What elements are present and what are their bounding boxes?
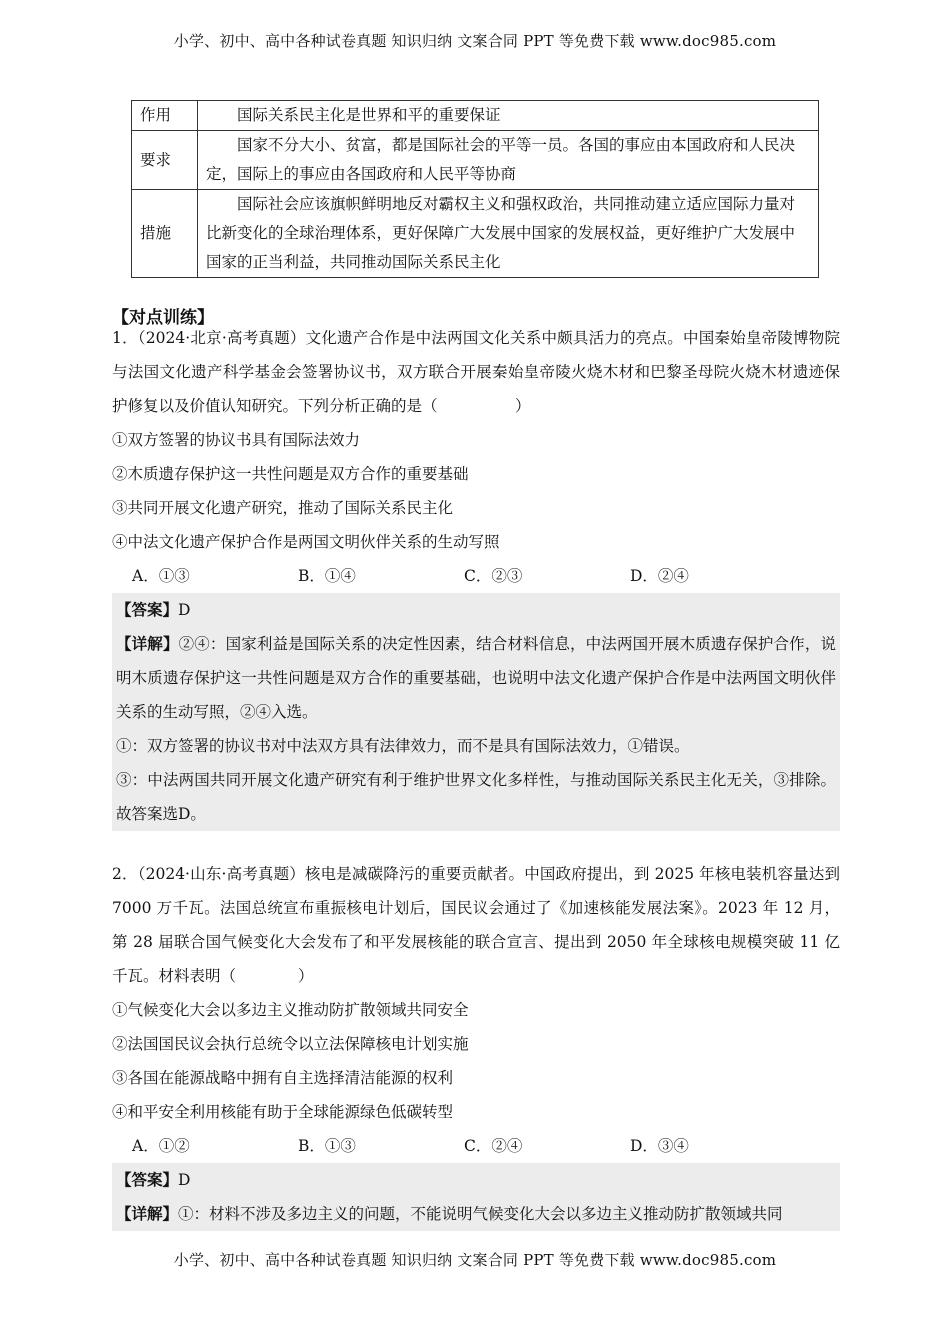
table-row <box>132 101 819 131</box>
detail-text: ①：双方签署的协议书对中法双方具有法律效力，而不是具有国际法效力，①错误。 <box>116 737 690 755</box>
statement-item: ②法国国民议会执行总统令以立法保障核电计划实施 <box>112 1035 469 1053</box>
answer-block <box>112 593 840 831</box>
footer-banner: 小学、初中、高中各种试卷真题 知识归纳 文案合同 PPT 等免费下载 www.doc985.com <box>173 1251 777 1269</box>
section-heading: 【对点训练】 <box>112 308 214 328</box>
detail-text: ①：材料不涉及多边主义的问题，不能说明气候变化大会以多边主义推动防扩散领域共同 <box>178 1205 783 1223</box>
option-d: D．③④ <box>630 1137 689 1155</box>
statement-item: ②木质遗存保护这一共性问题是双方合作的重要基础 <box>112 465 469 483</box>
answer-block <box>112 1163 840 1231</box>
answer-value: D <box>178 601 191 619</box>
detail-label: 【详解】 <box>116 1204 179 1223</box>
question-1 <box>112 321 840 831</box>
question-2 <box>112 857 840 1231</box>
statement-item: ④中法文化遗产保护合作是两国文明伙伴关系的生动写照 <box>112 533 500 551</box>
answer-label: 【答案】 <box>116 1170 179 1189</box>
answer-options <box>112 559 840 593</box>
statement-item: ③各国在能源战略中拥有自主选择清洁能源的权利 <box>112 1069 454 1087</box>
summary-table <box>131 100 819 278</box>
option-c: C．②③ <box>464 567 523 585</box>
table-text: 国际关系民主化是世界和平的重要保证 <box>198 101 819 131</box>
statement-item: ③共同开展文化遗产研究，推动了国际关系民主化 <box>112 499 454 517</box>
answer-value: D <box>178 1171 191 1189</box>
detail-label: 【详解】 <box>116 634 179 653</box>
option-b: B．①④ <box>298 567 356 585</box>
detail-text: ②④：国家利益是国际关系的决定性因素，结合材料信息，中法两国开展木质遗存保护合作，说明木质遗存保护这一共性问题是双方合作的重要基础，也说明中法文化遗产保护合作是中法两国文明伙伴关系的生动写照，②④入选。 <box>116 635 836 721</box>
statement-item: ④和平安全利用核能有助于全球能源绿色低碳转型 <box>112 1103 454 1121</box>
option-d: D．②④ <box>630 567 689 585</box>
table-label: 要求 <box>132 131 198 190</box>
table-label: 作用 <box>132 101 198 131</box>
question-stem: 1．（2024·北京·高考真题）文化遗产合作是中法两国文化关系中颇具活力的亮点。中国秦始皇帝陵博物院与法国文化遗产科学基金会签署协议书，双方联合开展秦始皇帝陵火烧木材和巴黎圣母院火烧木材遗迹保护修复以及价值认知研究。下列分析正确的是（ ） <box>112 329 840 415</box>
question-stem: 2．（2024·山东·高考真题）核电是减碳降污的重要贡献者。中国政府提出，到 2025 年核电装机容量达到 7000 万千瓦。法国总统宣布重振核电计划后，国民议会通过了《加速核能发展法案》。2023 年 12 月，第 28 届联合国气候变化大会发布了和平发展核能的联合宣言、提出到 2050 年全球核电规模突破 11 亿千瓦。材料表明（ ） <box>112 865 840 985</box>
table-label: 措施 <box>132 190 198 278</box>
table-text: 国际社会应该旗帜鲜明地反对霸权主义和强权政治，共同推动建立适应国际力量对比新变化的全球治理体系，更好保障广大发展中国家的发展权益，更好维护广大发展中国家的正当利益，共同推动国际关系民主化 <box>198 190 819 278</box>
statement-item: ①双方签署的协议书具有国际法效力 <box>112 431 361 449</box>
statement-item: ①气候变化大会以多边主义推动防扩散领域共同安全 <box>112 1001 469 1019</box>
table-text: 国家不分大小、贫富，都是国际社会的平等一员。各国的事应由本国政府和人民决定，国际上的事应由各国政府和人民平等协商 <box>198 131 819 190</box>
header-banner: 小学、初中、高中各种试卷真题 知识归纳 文案合同 PPT 等免费下载 www.doc985.com <box>173 32 777 50</box>
option-b: B．①③ <box>298 1137 356 1155</box>
option-c: C．②④ <box>464 1137 523 1155</box>
answer-options <box>112 1129 840 1163</box>
table-row <box>132 190 819 278</box>
answer-label: 【答案】 <box>116 600 179 619</box>
option-a: A．①③ <box>132 567 190 585</box>
table-row <box>132 131 819 190</box>
option-a: A．①② <box>132 1137 190 1155</box>
detail-text: ③：中法两国共同开展文化遗产研究有利于维护世界文化多样性，与推动国际关系民主化无关，③排除。故答案选D。 <box>116 771 836 823</box>
